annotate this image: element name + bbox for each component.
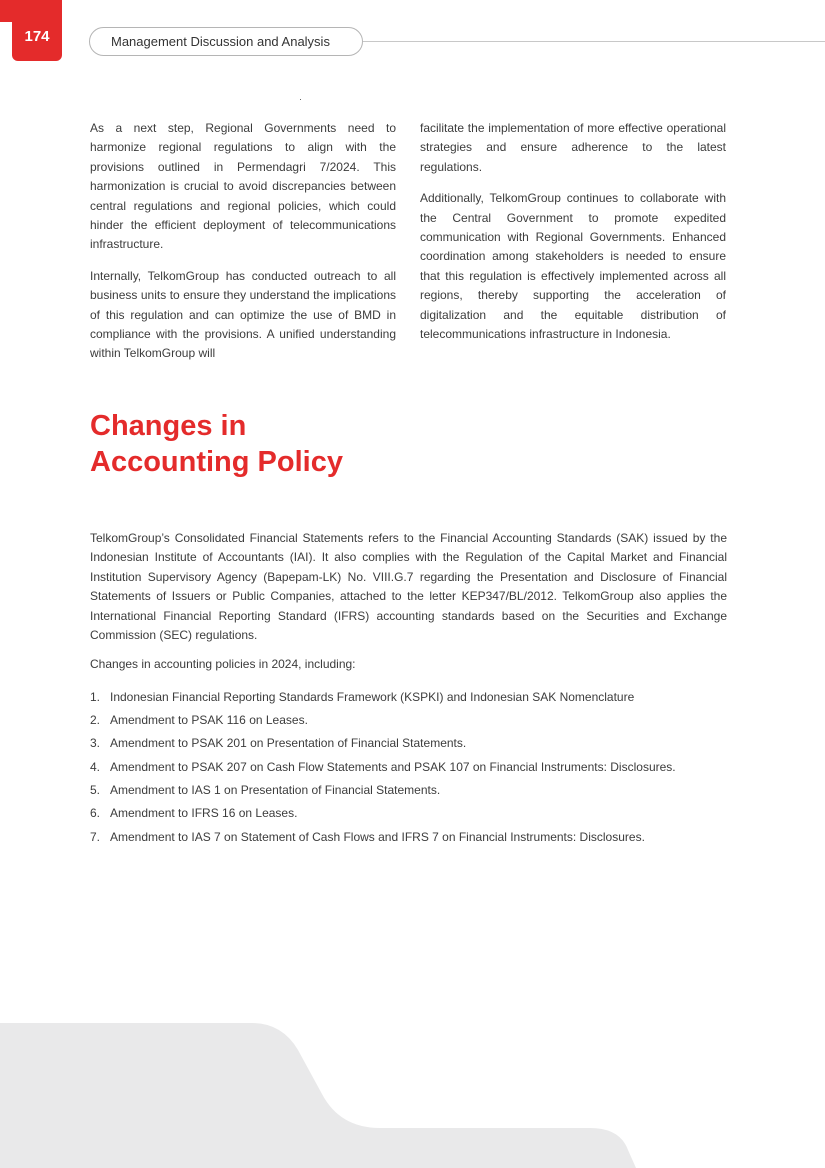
list-item-text: Amendment to IFRS 16 on Leases. <box>110 806 298 821</box>
section-label-pill <box>89 27 363 56</box>
policy-changes-list <box>90 690 727 845</box>
list-item-number: 1. <box>90 689 101 704</box>
list-item-number: 4. <box>90 759 101 774</box>
list-item-text: Amendment to IAS 7 on Statement of Cash Flows and IFRS 7 on Financial Instruments: Disclosures. <box>110 829 645 844</box>
list-item <box>90 806 727 821</box>
list-item-text: Amendment to IAS 1 on Presentation of Financial Statements. <box>110 783 441 798</box>
paragraph: As a next step, Regional Governments need to harmonize regional regulations to align with the provisions outlined in Permendagri 7/2024. This harmonization is crucial to avoid discrepancies between central regulations and regional policies, which could hinder the efficient deployment of telecommunications infrastructure. <box>90 121 396 252</box>
section-label: Management Discussion and Analysis <box>111 34 330 49</box>
section-body <box>90 529 727 853</box>
list-item-text: Amendment to PSAK 116 on Leases. <box>110 713 308 728</box>
stray-dot <box>300 99 301 100</box>
section-heading <box>90 408 590 480</box>
list-item <box>90 783 727 798</box>
list-item-text: Indonesian Financial Reporting Standards Framework (KSPKI) and Indonesian SAK Nomenclature <box>110 689 635 704</box>
list-item-number: 3. <box>90 736 101 751</box>
section-heading-line-1: Changes in <box>90 410 247 442</box>
left-column <box>90 119 396 376</box>
list-item-number: 6. <box>90 806 101 821</box>
list-item <box>90 736 727 751</box>
header-rule <box>363 41 825 42</box>
list-item-number: 5. <box>90 783 101 798</box>
page-number: 174 <box>24 28 50 45</box>
right-column <box>420 119 726 356</box>
list-item <box>90 760 727 775</box>
list-intro: Changes in accounting policies in 2024, including: <box>90 657 356 672</box>
paragraph: facilitate the implementation of more effective operational strategies and ensure adherence to the latest regulations. <box>420 121 726 174</box>
list-item <box>90 830 727 845</box>
section-paragraph: TelkomGroup’s Consolidated Financial Statements refers to the Financial Accounting Standards (SAK) issued by the Indonesian Institute of Accountants (IAI). It also complies with the Regulation of the Capital Market and Financial Institution Supervisory Agency (Bapepam-LK) No. VIII.G.7 regarding the Presentation and Disclosure of Financial Statements of Issuers or Public Companies, attached to the letter KEP347/BL/2012. TelkomGroup also applies the International Financial Reporting Standard (IFRS) accounting standards based on the Securities and Exchange Commission (SEC) regulations. <box>90 531 727 643</box>
list-item <box>90 690 727 705</box>
paragraph: Internally, TelkomGroup has conducted outreach to all business units to ensure they understand the implications of this regulation and can optimize the use of BMD in compliance with the provisions. A unified understanding within TelkomGroup will <box>90 268 396 361</box>
section-heading-line-2: Accounting Policy <box>90 446 343 478</box>
list-item-text: Amendment to PSAK 207 on Cash Flow Statements and PSAK 107 on Financial Instruments: Disclosures. <box>110 759 676 774</box>
paragraph: Additionally, TelkomGroup continues to collaborate with the Central Government to promote expedited communication with Regional Governments. Enhanced coordination among stakeholders is needed to ensure that this regulation is effectively implemented across all regions, thereby supporting the acceleration of digitalization and the equitable distribution of telecommunications infrastructure in Indonesia. <box>420 191 726 342</box>
list-item-number: 7. <box>90 829 101 844</box>
list-item <box>90 713 727 728</box>
list-item-number: 2. <box>90 713 101 728</box>
list-item-text: Amendment to PSAK 201 on Presentation of Financial Statements. <box>110 736 467 751</box>
